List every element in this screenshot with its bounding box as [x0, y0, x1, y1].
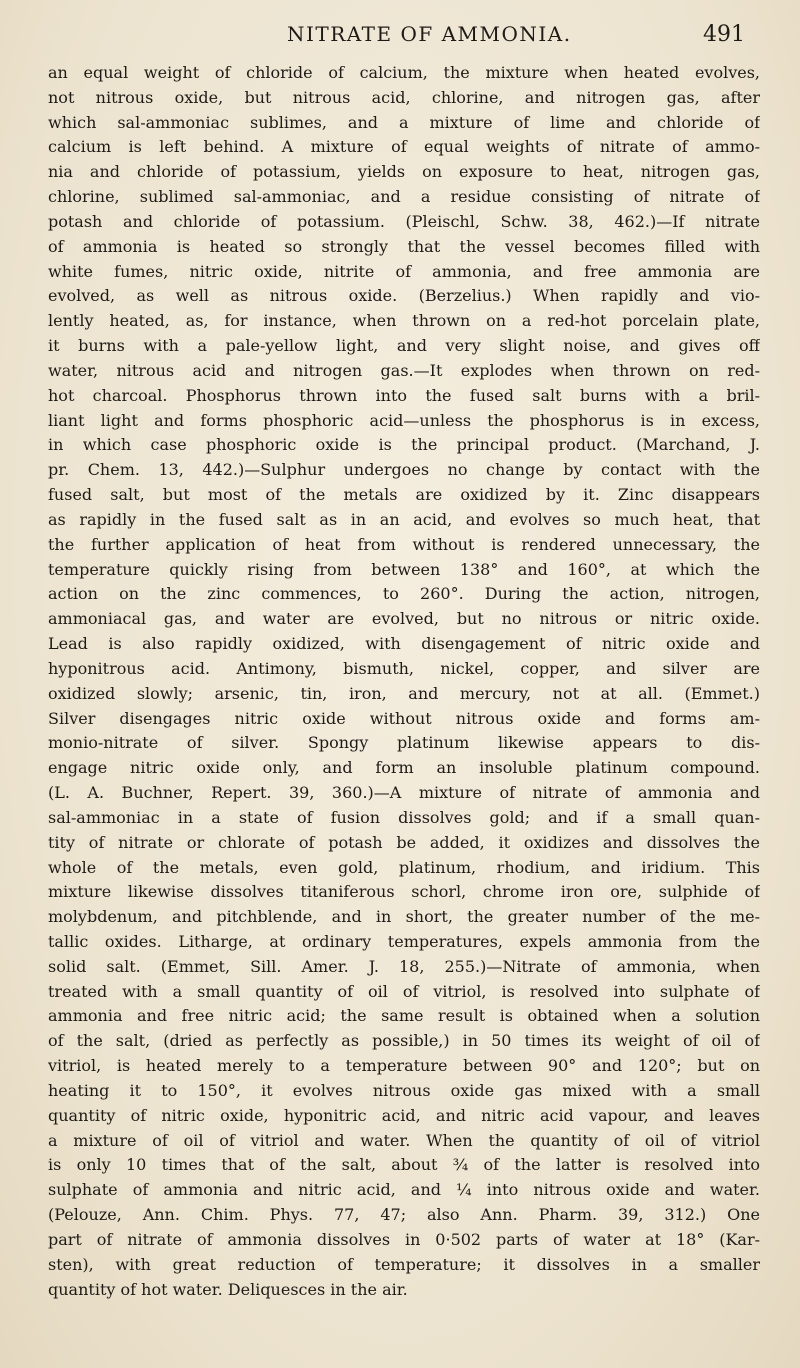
text-line: vitriol, is heated merely to a temperature between 90° and 120°; but on	[48, 1056, 760, 1076]
text-line: quantity of nitric oxide, hyponitric acid, and nitric acid vapour, and leaves	[48, 1105, 760, 1125]
text-line: hyponitrous acid. Antimony, bismuth, nickel, copper, and silver are	[48, 658, 760, 678]
text-line: ammoniacal gas, and water are evolved, but no nitrous or nitric oxide.	[48, 609, 760, 629]
text-line: fused salt, but most of the metals are oxidized by it. Zinc disappears	[48, 485, 760, 505]
text-line: is only 10 times that of the salt, about ¾ of the latter is resolved into	[48, 1155, 760, 1175]
text-line: potash and chloride of potassium. (Pleischl, Schw. 38, 462.)—If nitrate	[48, 211, 760, 231]
text-line: nia and chloride of potassium, yields on exposure to heat, nitrogen gas,	[48, 162, 760, 182]
text-line: engage nitric oxide only, and form an insoluble platinum compound.	[48, 758, 760, 778]
text-line: tallic oxides. Litharge, at ordinary temperatures, expels ammonia from the	[48, 931, 760, 951]
text-line: molybdenum, and pitchblende, and in short, the greater number of the me-	[48, 907, 760, 927]
text-line: sal-ammoniac in a state of fusion dissolves gold; and if a small quan-	[48, 807, 760, 827]
page-number: 491	[703, 22, 745, 47]
body-text	[48, 61, 760, 1302]
text-line: quantity of hot water. Deliquesces in the air.	[48, 1279, 408, 1299]
text-line: chlorine, sublimed sal-ammoniac, and a residue consisting of nitrate of	[48, 187, 760, 207]
text-line: it burns with a pale-yellow light, and very slight noise, and gives off	[48, 336, 760, 356]
running-head: NITRATE OF AMMONIA.	[287, 22, 572, 46]
text-line: Silver disengages nitric oxide without nitrous oxide and forms am-	[48, 708, 760, 728]
text-line: solid salt. (Emmet, Sill. Amer. J. 18, 255.)—Nitrate of ammonia, when	[48, 956, 760, 976]
text-line: (Pelouze, Ann. Chim. Phys. 77, 47; also Ann. Pharm. 39, 312.) One	[48, 1205, 760, 1225]
text-line: temperature quickly rising from between 138° and 160°, at which the	[48, 559, 760, 579]
text-line: the further application of heat from without is rendered unnecessary, the	[48, 534, 760, 554]
text-line: mixture likewise dissolves titaniferous schorl, chrome iron ore, sulphide of	[48, 882, 760, 902]
text-line: (L. A. Buchner, Repert. 39, 360.)—A mixture of nitrate of ammonia and	[48, 783, 760, 803]
text-line: part of nitrate of ammonia dissolves in 0·502 parts of water at 18° (Kar-	[48, 1229, 760, 1249]
text-line: water, nitrous acid and nitrogen gas.—It explodes when thrown on red-	[48, 360, 760, 380]
text-line: white fumes, nitric oxide, nitrite of ammonia, and free ammonia are	[48, 261, 760, 281]
text-line: treated with a small quantity of oil of vitriol, is resolved into sulphate of	[48, 981, 760, 1001]
text-line: tity of nitrate or chlorate of potash be added, it oxidizes and dissolves the	[48, 832, 760, 852]
text-line: pr. Chem. 13, 442.)—Sulphur undergoes no change by contact with the	[48, 460, 760, 480]
text-line: Lead is also rapidly oxidized, with disengagement of nitric oxide and	[48, 634, 760, 654]
text-line: of ammonia is heated so strongly that the vessel becomes filled with	[48, 236, 760, 256]
text-line: oxidized slowly; arsenic, tin, iron, and mercury, not at all. (Emmet.)	[48, 683, 760, 703]
text-line: evolved, as well as nitrous oxide. (Berzelius.) When rapidly and vio-	[48, 286, 760, 306]
text-line: whole of the metals, even gold, platinum, rhodium, and iridium. This	[48, 857, 760, 877]
text-line: heating it to 150°, it evolves nitrous oxide gas mixed with a small	[48, 1080, 760, 1100]
text-line: sten), with great reduction of temperature; it dissolves in a smaller	[48, 1254, 760, 1274]
page-header	[0, 22, 800, 52]
text-line: not nitrous oxide, but nitrous acid, chlorine, and nitrogen gas, after	[48, 87, 760, 107]
text-line: in which case phosphoric oxide is the principal product. (Marchand, J.	[48, 435, 760, 455]
text-line: which sal-ammoniac sublimes, and a mixture of lime and chloride of	[48, 112, 760, 132]
text-line: a mixture of oil of vitriol and water. When the quantity of oil of vitriol	[48, 1130, 760, 1150]
text-line: action on the zinc commences, to 260°. During the action, nitrogen,	[48, 584, 760, 604]
text-line: hot charcoal. Phosphorus thrown into the fused salt burns with a bril-	[48, 385, 760, 405]
text-line: lently heated, as, for instance, when thrown on a red-hot porcelain plate,	[48, 311, 760, 331]
text-line: an equal weight of chloride of calcium, the mixture when heated evolves,	[48, 63, 760, 82]
text-line: as rapidly in the fused salt as in an acid, and evolves so much heat, that	[48, 509, 760, 529]
text-line: liant light and forms phosphoric acid—unless the phosphorus is in excess,	[48, 410, 760, 430]
text-line: monio-nitrate of silver. Spongy platinum likewise appears to dis-	[48, 733, 760, 753]
text-line: ammonia and free nitric acid; the same result is obtained when a solution	[48, 1006, 760, 1026]
text-line: sulphate of ammonia and nitric acid, and ¼ into nitrous oxide and water.	[48, 1180, 760, 1200]
text-line: of the salt, (dried as perfectly as possible,) in 50 times its weight of oil of	[48, 1031, 760, 1051]
text-line: calcium is left behind. A mixture of equal weights of nitrate of ammo-	[48, 137, 760, 157]
